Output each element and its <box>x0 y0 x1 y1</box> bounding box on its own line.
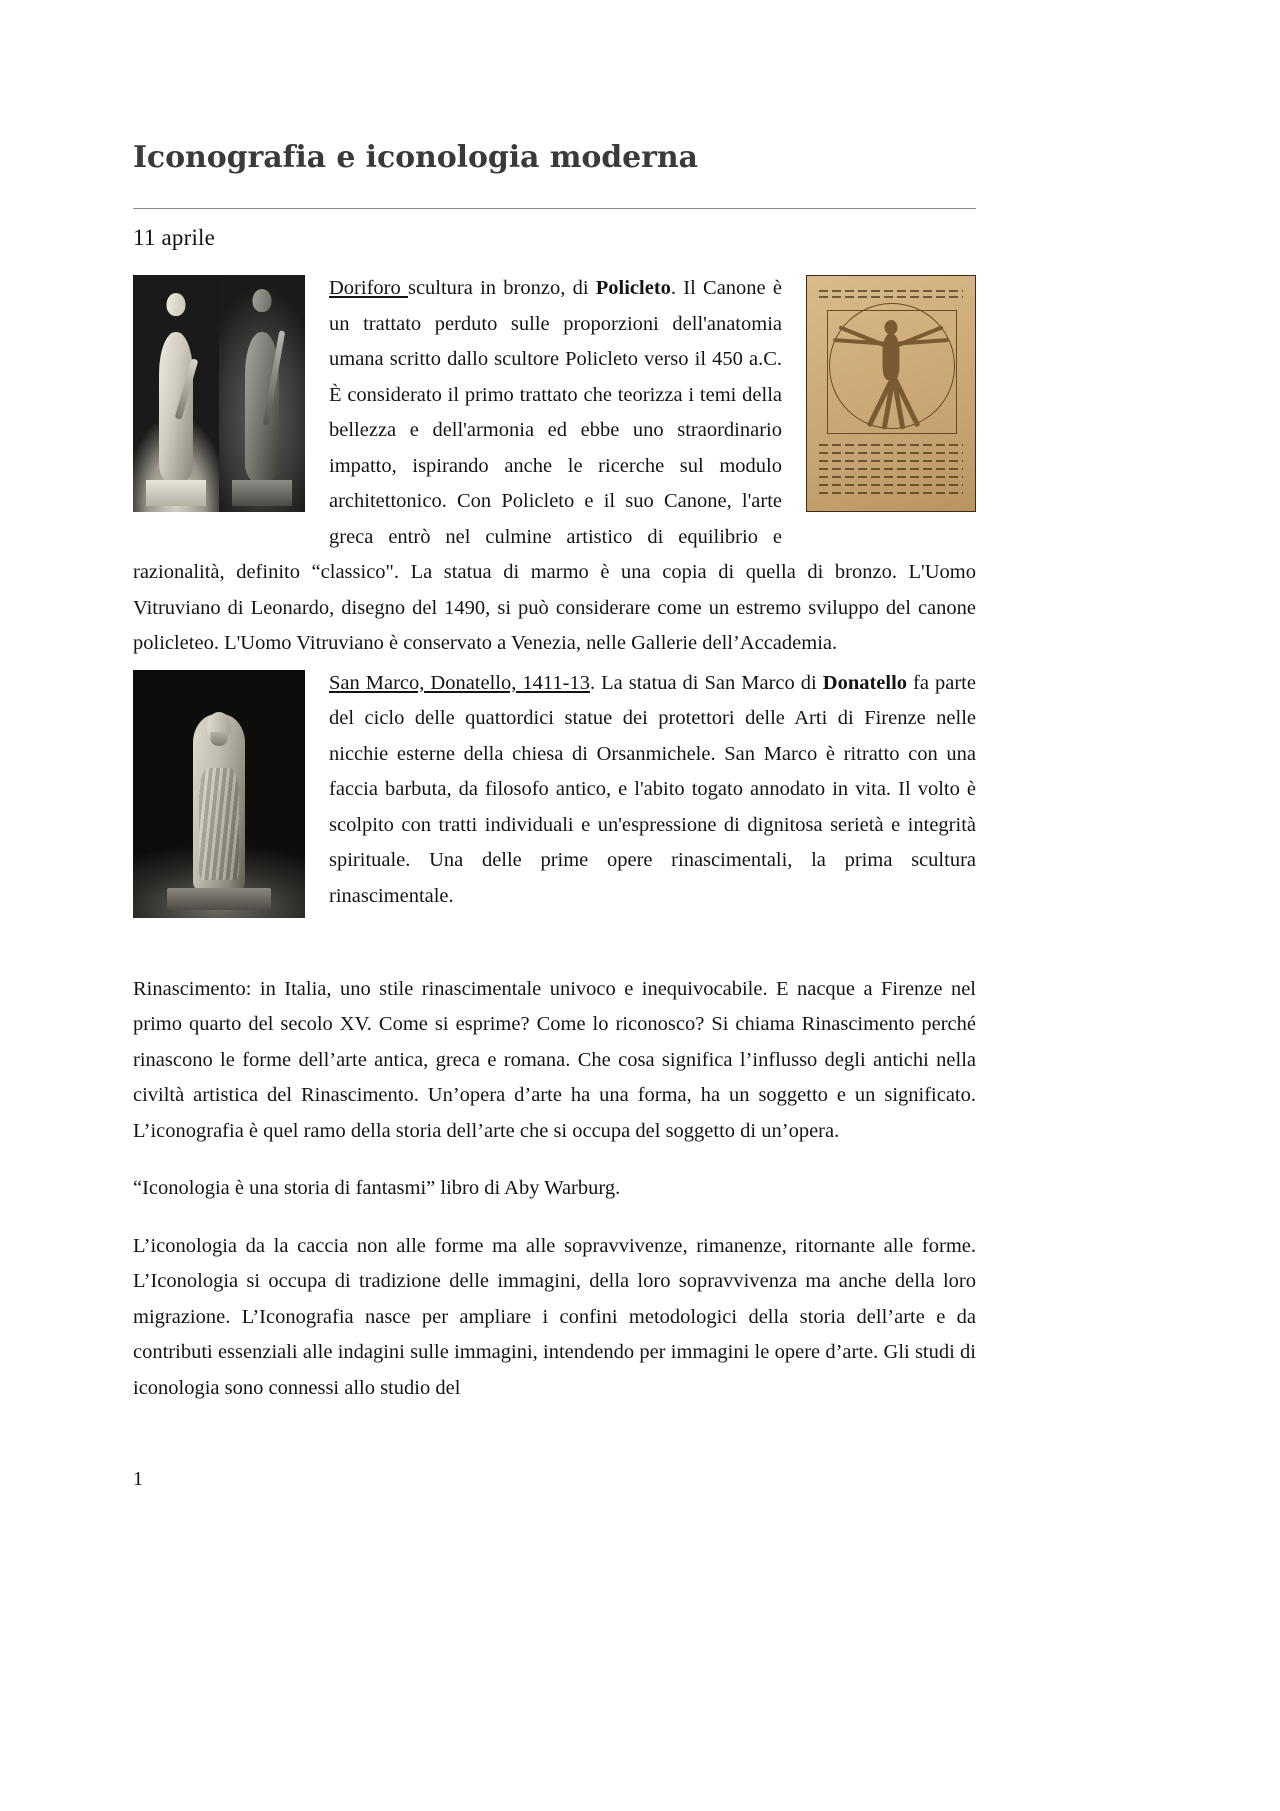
statue-head <box>207 712 231 741</box>
statue-drapery <box>199 768 239 880</box>
section-heading-date: 11 aprile <box>133 225 216 250</box>
statue-head <box>253 289 272 312</box>
doriforo-body: . Il Canone è un trattato perduto sulle proporzioni dell'anatomia umana scritto dallo scultore Policleto verso il 450 a.C. È considerato il primo trattato che teorizza i temi della bellezza e dell'armonia ed ebbe uno straordinario impatto, ispirando anche le ricerche sul modulo architettonico. Con Policleto e il suo Canone, l'arte greca entrò nel culmine artistico di equilibrio e razionalità, definito “classico". La statua di marmo è una copia di quella di bronzo. L'Uomo Vitruviano di Leonardo, disegno del 1490, si può considerare come un estremo sviluppo del canone policleteo. L'Uomo Vitruviano è conservato a Venezia, nelle Gallerie dell’Accademia. <box>133 277 976 654</box>
doriforo-term: Doriforo <box>329 277 408 299</box>
statue-body <box>245 332 279 482</box>
vitruvian-man-image <box>806 275 976 512</box>
vitruvian-notes-2 <box>819 452 963 454</box>
vitruvian-notes-3 <box>819 460 963 462</box>
statue-plinth <box>167 888 271 910</box>
policleto-name: Policleto <box>595 277 671 299</box>
vitruvian-notes-5 <box>819 476 963 478</box>
doriforo-statues-image <box>133 275 305 512</box>
document-content <box>133 140 976 1406</box>
doriforo-marble-copy <box>133 275 219 512</box>
rinascimento-paragraph: Rinascimento: in Italia, uno stile rinascimentale univoco e inequivocabile. E nacque a Firenze nel primo quarto del secolo XV. Come si esprime? Come lo riconosco? Si chiama Rinascimento perché rinascono le forme dell’arte antica, greca e romana. Che cosa significa l’influsso degli antichi nella civiltà artistica del Rinascimento. Un’opera d’arte ha una forma, ha un soggetto e un significato. L’iconografia è quel ramo della storia dell’arte che si occupa del soggetto di un’opera. <box>133 977 976 1142</box>
doriforo-lead-rest: scultura in bronzo, di <box>407 277 596 299</box>
statue-figure <box>193 714 245 892</box>
statue-body <box>159 332 193 482</box>
title-divider <box>133 208 976 209</box>
sanmarco-term: San Marco, Donatello, 1411-13 <box>329 671 590 694</box>
statue-plinth <box>232 480 292 506</box>
doriforo-section <box>133 271 976 662</box>
rinascimento-section <box>133 972 976 1407</box>
page-number: 1 <box>133 1468 143 1490</box>
vitruvian-head <box>885 320 898 335</box>
vitruvian-notes-6 <box>819 484 963 486</box>
vitruvian-notes-top-2 <box>819 296 963 298</box>
statue-plinth <box>146 480 206 506</box>
page-title: Iconografia e iconologia moderna <box>133 140 698 175</box>
warburg-quote-paragraph: “Iconologia è una storia di fantasmi” libro di Aby Warburg. <box>133 1177 621 1199</box>
iconologia-paragraph: L’iconologia da la caccia non alle forme ma alle sopravvivenze, rimanenze, ritornante alle forme. L’Iconologia si occupa di tradizione delle immagini, della loro sopravvivenza ma anche della loro migrazione. L’Iconografia nasce per ampliare i confini metodologici della storia dell’arte e da contributi essenziali alle indagini sulle immagini, intendendo per immagini le opere d’arte. Gli studi di iconologia sono connessi allo studio del <box>133 1234 976 1399</box>
donatello-name: Donatello <box>822 671 908 694</box>
doriforo-bronze-version <box>219 275 305 512</box>
statue-head <box>167 293 186 316</box>
sanmarco-section <box>133 666 976 926</box>
sanmarco-body: fa parte del ciclo delle quattordici statue dei protettori delle Arti di Firenze nelle nicchie esterne della chiesa di Orsanmichele. San Marco è ritratto con una faccia barbuta, da filosofo antico, e l'abito togato annodato in vita. Il volto è scolpito con tratti individuali e un'espressione di dignitosa serietà e integrità spirituale. Una delle prime opere rinascimentali, la prima scultura rinascimentale. <box>329 671 976 907</box>
vitruvian-notes-4 <box>819 468 963 470</box>
sanmarco-lead-rest: . La statua di San Marco di <box>589 671 823 694</box>
vitruvian-notes-7 <box>819 492 963 494</box>
vitruvian-notes-1 <box>819 444 963 446</box>
san-marco-statue-image <box>133 670 305 918</box>
vitruvian-notes-top <box>819 290 963 292</box>
statue-beard <box>211 732 228 746</box>
